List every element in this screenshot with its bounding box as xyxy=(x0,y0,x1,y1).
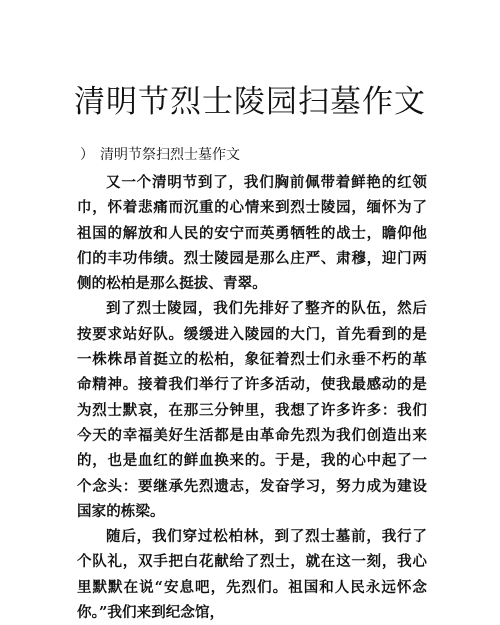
subtitle-marker: ） xyxy=(80,147,94,163)
paragraph-1: 又一个清明节到了，我们胸前佩带着鲜艳的红领巾，怀着悲痛而沉重的心情来到烈士陵园，缅怀为了祖国的解放和人民的安宁而英勇牺牲的战士，瞻仰他们的丰功伟绩。烈士陵园是那么庄严、肃穆，迎门两侧的松柏是那么挺拔、青翠。 xyxy=(77,174,427,293)
paragraph-3: 随后，我们穿过松柏林，到了烈士墓前，我行了个队礼，双手把白花献给了烈士，就在这一刻，我心里默默在说“安息吧，先烈们。祖国和人民永远怀念你。”我们来到纪念馆， xyxy=(77,528,427,622)
paragraph-2: 到了烈士陵园，我们先排好了整齐的队伍，然后按要求站好队。缓缓进入陵园的大门，首先看到的是一株株昂首挺立的松柏，象征着烈士们永垂不朽的革命精神。接着我们举行了许多活动，使我最感动的是为烈士默哀，在那三分钟里，我想了许多许多：我们今天的幸福美好生活都是由革命先烈为我们创造出来的，也是血红的鲜血换来的。于是，我的心中起了一个念头：要继承先烈遗志，发奋学习，努力成为建设国家的栋梁。 xyxy=(77,300,427,520)
article-body xyxy=(77,170,427,625)
subtitle-text: 清明节祭扫烈士墓作文 xyxy=(100,147,240,163)
document-subtitle xyxy=(80,145,240,165)
document-title: 清明节烈士陵园扫墓作文 xyxy=(74,84,426,120)
